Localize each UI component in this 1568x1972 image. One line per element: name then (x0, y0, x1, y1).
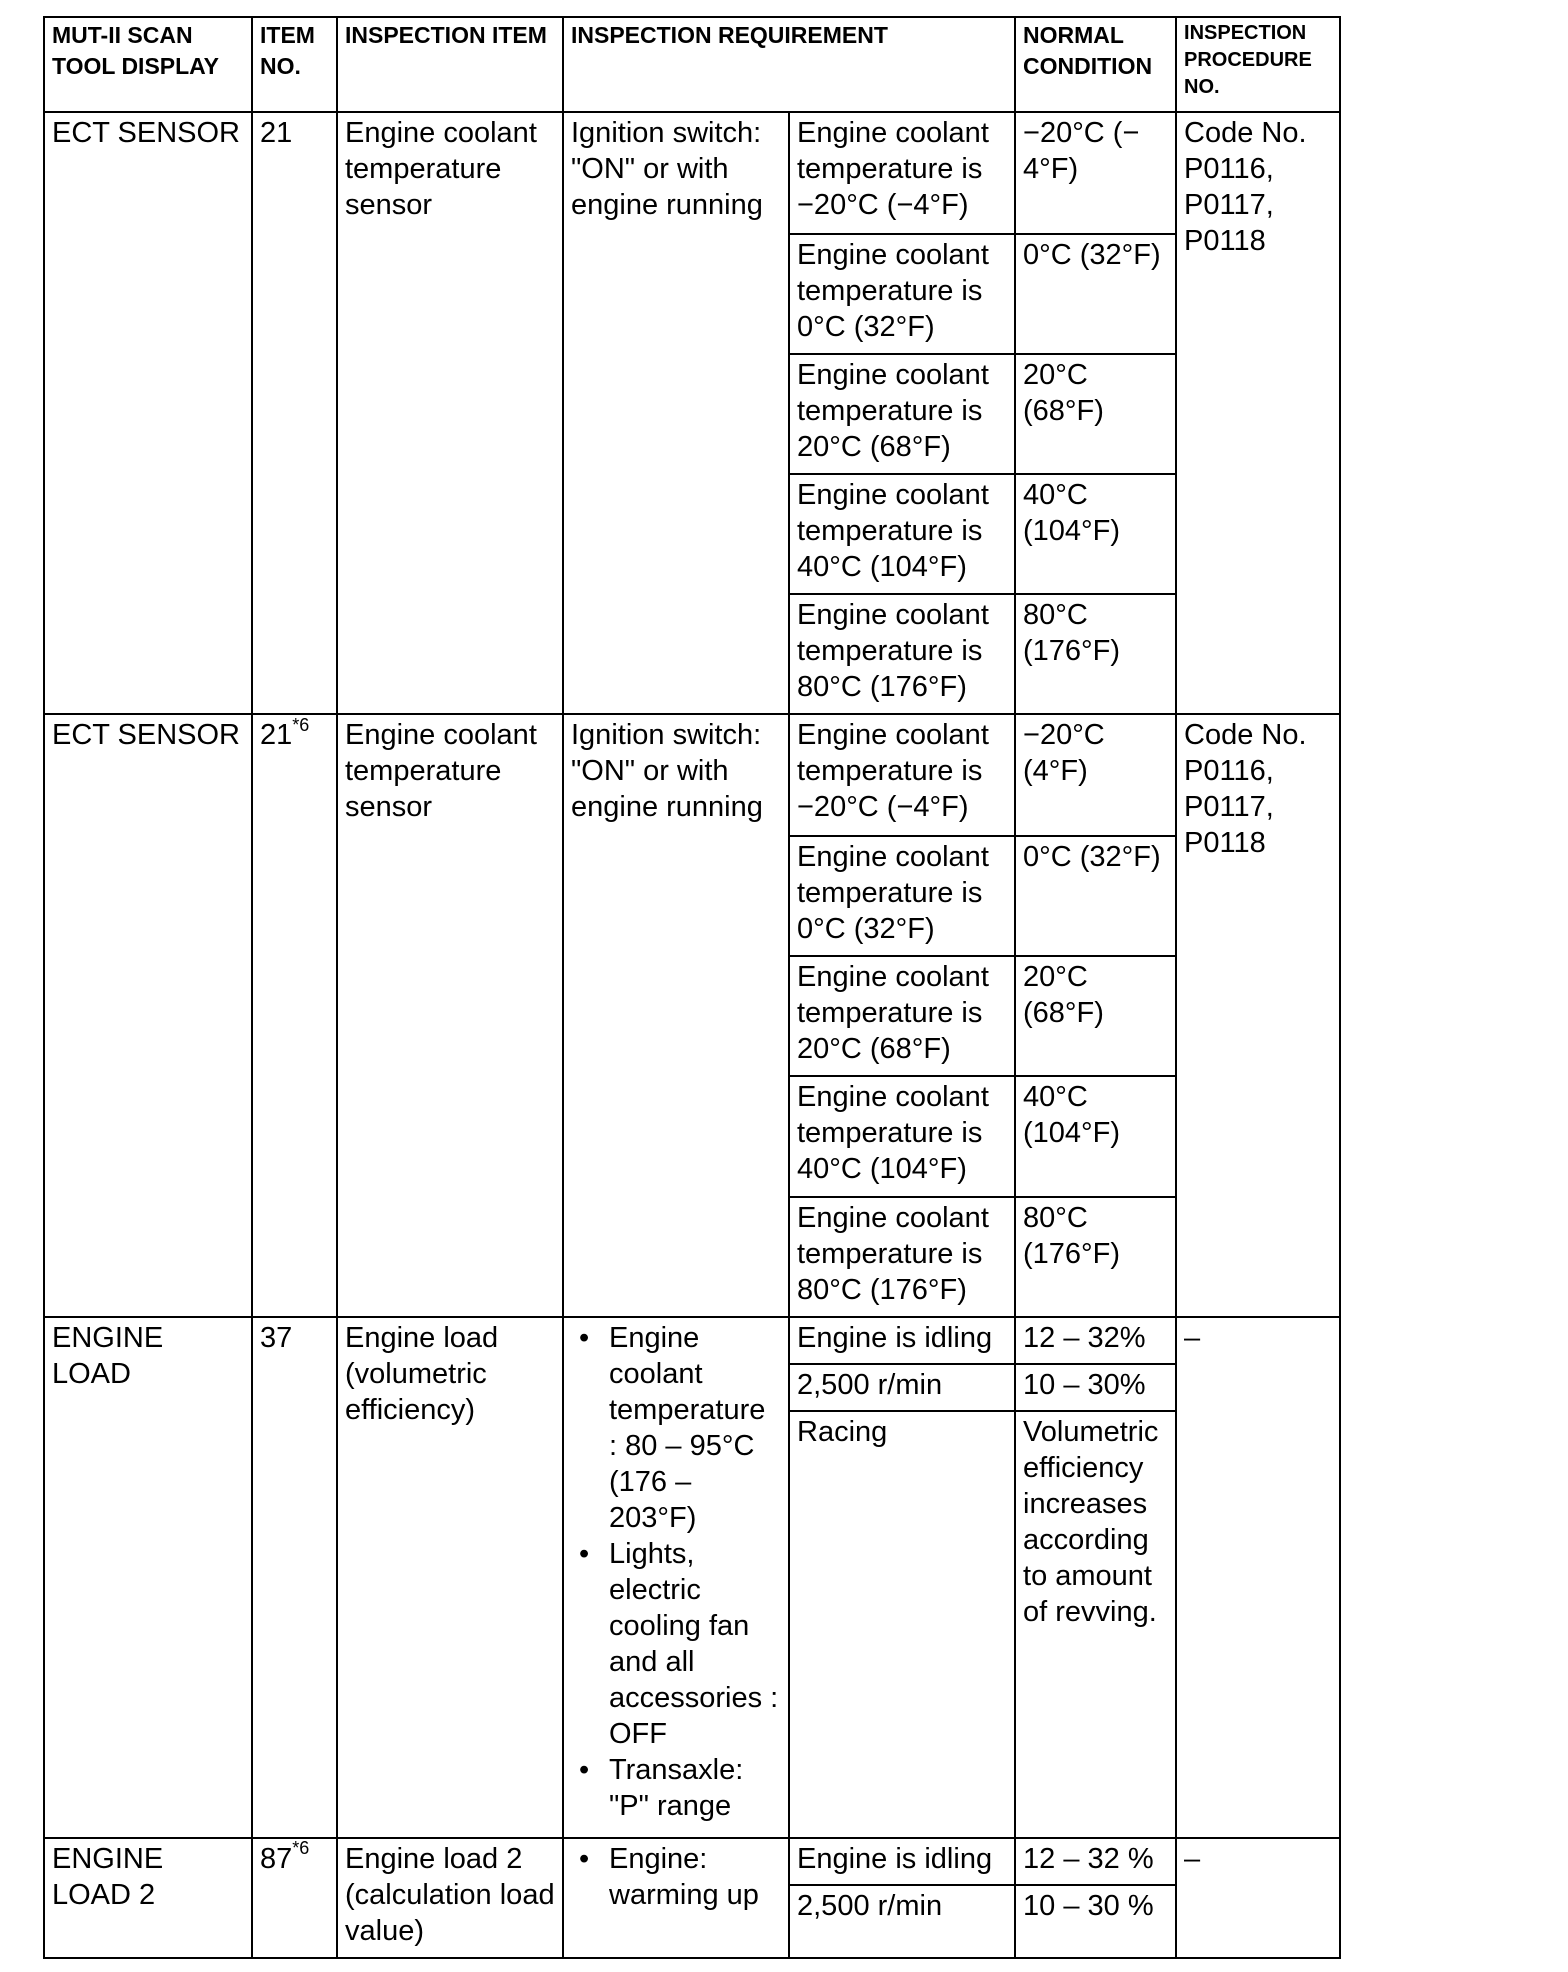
requirement-cell: Racing (789, 1411, 1015, 1838)
item-no-note: *6 (292, 714, 310, 735)
item-no-cell (252, 714, 337, 1316)
item-cell: Engine coolant temperature sensor (337, 112, 563, 714)
list-item: • Lights, electric cooling fan and all accessories : OFF (609, 1536, 781, 1752)
requirement-cell: 2,500 r/min (789, 1885, 1015, 1958)
normal-cell: 12 – 32 % (1015, 1838, 1176, 1885)
item-no-cell: 21 (252, 112, 337, 714)
item-no: 21 (260, 719, 293, 752)
normal-cell: 40°C (104°F) (1015, 474, 1176, 594)
display-cell: ENGINE LOAD 2 (44, 1838, 252, 1958)
condition-cell: Ignition switch: "ON" or with engine running (563, 714, 789, 1316)
normal-cell: −20°C (− 4°F) (1015, 112, 1176, 234)
requirement-cell: Engine coolant temperature is −20°C (−4°F) (789, 714, 1015, 836)
requirement-cell: Engine coolant temperature is −20°C (−4°F) (789, 112, 1015, 234)
item-no-cell: 37 (252, 1317, 337, 1838)
requirement-cell: Engine coolant temperature is 0°C (32°F) (789, 836, 1015, 956)
requirement-cell: Engine coolant temperature is 80°C (176°F) (789, 1197, 1015, 1317)
normal-cell: −20°C (4°F) (1015, 714, 1176, 836)
item-cell: Engine load (volumetric efficiency) (337, 1317, 563, 1838)
header-normal: NORMAL CONDITION (1015, 17, 1176, 112)
header-item: INSPECTION ITEM (337, 17, 563, 112)
header-row (44, 17, 1340, 112)
normal-cell: 0°C (32°F) (1015, 836, 1176, 956)
header-display: MUT-II SCAN TOOL DISPLAY (44, 17, 252, 112)
table-row (44, 112, 1340, 234)
normal-cell: 80°C (176°F) (1015, 594, 1176, 714)
header-procedure: INSPECTION PROCEDURE NO. (1176, 17, 1340, 112)
item-no-cell (252, 1838, 337, 1958)
display-cell: ENGINE LOAD (44, 1317, 252, 1838)
table-row (44, 1317, 1340, 1364)
normal-cell: 12 – 32% (1015, 1317, 1176, 1364)
condition-list (571, 1320, 781, 1824)
procedure-cell: Code No. P0116, P0117, P0118 (1176, 112, 1340, 714)
procedure-cell: Code No. P0116, P0117, P0118 (1176, 714, 1340, 1316)
requirement-cell: Engine is idling (789, 1838, 1015, 1885)
requirement-cell: Engine coolant temperature is 80°C (176°F) (789, 594, 1015, 714)
normal-cell: 40°C (104°F) (1015, 1076, 1176, 1196)
requirement-cell: Engine is idling (789, 1317, 1015, 1364)
requirement-cell: Engine coolant temperature is 40°C (104°F) (789, 1076, 1015, 1196)
normal-cell: 20°C (68°F) (1015, 354, 1176, 474)
procedure-cell: – (1176, 1317, 1340, 1838)
display-cell: ECT SENSOR (44, 112, 252, 714)
normal-cell: 10 – 30% (1015, 1364, 1176, 1411)
header-requirement: INSPECTION REQUIREMENT (563, 17, 1015, 112)
normal-cell: 0°C (32°F) (1015, 234, 1176, 354)
requirement-cell: Engine coolant temperature is 20°C (68°F) (789, 354, 1015, 474)
requirement-cell: Engine coolant temperature is 40°C (104°F) (789, 474, 1015, 594)
requirement-cell: Engine coolant temperature is 0°C (32°F) (789, 234, 1015, 354)
table-row (44, 714, 1340, 836)
normal-cell: 80°C (176°F) (1015, 1197, 1176, 1317)
requirement-cell: Engine coolant temperature is 20°C (68°F) (789, 956, 1015, 1076)
list-item: • Engine: warming up (609, 1841, 781, 1913)
item-no-note: *6 (292, 1838, 310, 1859)
requirement-cell: 2,500 r/min (789, 1364, 1015, 1411)
normal-cell: 20°C (68°F) (1015, 956, 1176, 1076)
item-no: 87 (260, 1842, 293, 1875)
condition-cell: Ignition switch: "ON" or with engine running (563, 112, 789, 714)
list-item: • Transaxle: "P" range (609, 1752, 781, 1824)
header-item-no: ITEM NO. (252, 17, 337, 112)
condition-cell (563, 1838, 789, 1958)
item-cell: Engine coolant temperature sensor (337, 714, 563, 1316)
list-item: • Engine coolant temperature : 80 – 95°C (176 – 203°F) (609, 1320, 781, 1536)
table-row (44, 1838, 1340, 1885)
normal-cell: Volumetric efficiency increases according to amount of revving. (1015, 1411, 1176, 1838)
normal-cell: 10 – 30 % (1015, 1885, 1176, 1958)
condition-cell (563, 1317, 789, 1838)
procedure-cell: – (1176, 1838, 1340, 1958)
condition-list (571, 1841, 781, 1913)
display-cell: ECT SENSOR (44, 714, 252, 1316)
inspection-table (43, 16, 1341, 1959)
item-cell: Engine load 2 (calculation load value) (337, 1838, 563, 1958)
